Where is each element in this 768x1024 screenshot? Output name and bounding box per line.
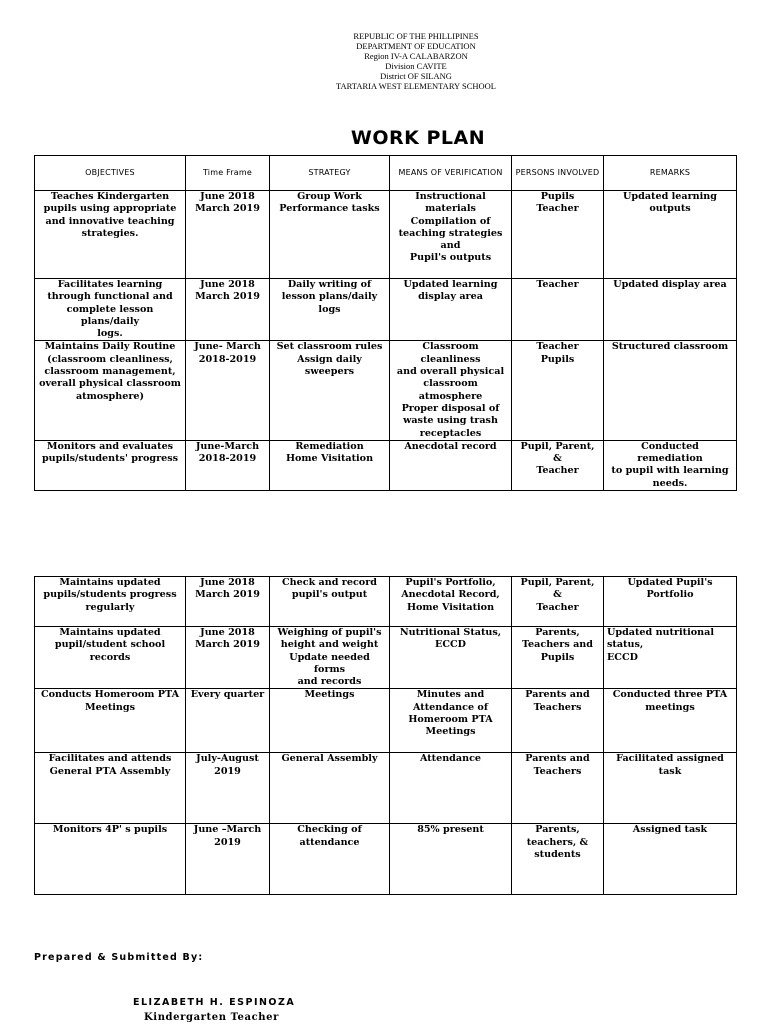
- column-header: Time Frame: [186, 156, 270, 191]
- table-row: [35, 824, 737, 895]
- header-school: TARTARIA WEST ELEMENTARY SCHOOL: [336, 81, 496, 91]
- cell-line: Teacher: [536, 465, 579, 477]
- cell-line: June 2018: [200, 279, 255, 290]
- cell-line: Parents,: [535, 627, 580, 638]
- cell-line: Home Visitation: [285, 453, 374, 465]
- cell-line: Teacher: [536, 203, 579, 215]
- persons-cell: [512, 341, 604, 440]
- cell-line: Parents,: [535, 824, 580, 836]
- timeframe-cell: [186, 440, 270, 490]
- cell-line: lesson plans/daily: [281, 291, 378, 303]
- cell-line: (classroom cleanliness,: [47, 353, 173, 365]
- column-header: STRATEGY: [270, 156, 390, 191]
- cell-line: Home Visitation: [406, 601, 495, 613]
- column-header: OBJECTIVES: [35, 156, 186, 191]
- header-division: Division CAVITE: [385, 61, 447, 71]
- work-plan-table-2: [34, 576, 737, 895]
- cell-line: Compilation of: [410, 215, 491, 227]
- cell-line: pupil's output: [291, 589, 368, 601]
- cell-line: Teacher: [536, 341, 579, 353]
- verification-cell: [390, 341, 512, 440]
- cell-line: General PTA Assembly: [49, 765, 171, 777]
- cell-line: Performance tasks: [279, 203, 380, 215]
- remarks-cell: [604, 753, 737, 824]
- signatory-position: Kindergarten Teacher: [144, 1012, 279, 1023]
- header-district: District OF SILANG: [380, 71, 452, 81]
- cell-line: records: [89, 651, 131, 663]
- verification-cell: [390, 753, 512, 824]
- signatory-name: ELIZABETH H. ESPINOZA: [133, 997, 296, 1008]
- cell-line: Proper disposal of: [401, 402, 500, 414]
- cell-line: July-August: [196, 753, 259, 765]
- strategy-cell: [270, 191, 390, 279]
- cell-line: June 2018: [200, 627, 255, 638]
- objective-cell: [35, 753, 186, 824]
- cell-line: Teacher: [536, 279, 579, 290]
- timeframe-cell: [186, 689, 270, 753]
- cell-line: Classroom cleanliness: [420, 341, 481, 365]
- cell-line: regularly: [85, 601, 135, 613]
- timeframe-cell: [186, 191, 270, 279]
- cell-line: pupils using appropriate: [43, 203, 177, 215]
- cell-line: Pupils: [540, 191, 575, 202]
- objective-cell: [35, 824, 186, 895]
- persons-cell: [512, 824, 604, 895]
- header-republic: REPUBLIC OF THE PHILLIPINES: [353, 31, 479, 41]
- remarks-cell: [604, 689, 737, 753]
- cell-line: Facilitates and attends: [48, 753, 172, 765]
- cell-line: Anecdotal record: [404, 440, 497, 452]
- table-row: [35, 627, 737, 689]
- remarks-cell: [604, 440, 737, 490]
- persons-cell: [512, 689, 604, 753]
- cell-line: pupils/students progress: [43, 589, 177, 601]
- cell-line: Teachers: [533, 765, 582, 777]
- timeframe-cell: [186, 753, 270, 824]
- cell-line: 2018-2019: [198, 353, 257, 365]
- cell-line: Daily writing of: [287, 279, 372, 290]
- cell-line: March 2019: [195, 589, 260, 601]
- objective-cell: [35, 279, 186, 341]
- cell-line: June- March: [194, 341, 261, 353]
- table-row: [35, 689, 737, 753]
- cell-line: Teacher: [536, 601, 579, 613]
- strategy-cell: [270, 279, 390, 341]
- timeframe-cell: [186, 824, 270, 895]
- table-row: [35, 440, 737, 490]
- cell-line: needs.: [652, 477, 688, 489]
- cell-line: Facilitated assigned: [616, 753, 724, 765]
- table-header-row: [35, 156, 737, 191]
- objective-cell: [35, 627, 186, 689]
- cell-line: atmosphere: [418, 390, 483, 402]
- cell-line: waste using trash: [403, 415, 498, 427]
- cell-line: Minutes and: [416, 689, 485, 701]
- cell-line: 2018-2019: [198, 453, 257, 465]
- cell-line: strategies.: [81, 227, 139, 239]
- cell-line: ECCD: [607, 651, 638, 663]
- strategy-cell: [270, 824, 390, 895]
- cell-line: Conducts Homeroom PTA: [40, 689, 180, 701]
- cell-line: 2019: [214, 765, 241, 777]
- cell-line: through functional and: [47, 291, 173, 303]
- cell-line: March 2019: [195, 291, 260, 303]
- objective-cell: [35, 440, 186, 490]
- cell-line: pupil/student school: [54, 639, 166, 651]
- cell-line: Monitors 4P' s pupils: [52, 824, 168, 836]
- persons-cell: [512, 577, 604, 627]
- cell-line: sweepers: [304, 366, 355, 378]
- cell-line: complete lesson plans/daily: [66, 303, 154, 327]
- cell-line: atmosphere): [75, 390, 145, 402]
- objective-cell: [35, 191, 186, 279]
- persons-cell: [512, 627, 604, 689]
- cell-line: Pupil's Portfolio,: [405, 577, 496, 588]
- cell-line: June –March: [193, 824, 262, 836]
- cell-line: Teaches Kindergarten: [50, 191, 170, 202]
- cell-line: Pupil's outputs: [409, 252, 492, 264]
- page-title: WORK PLAN: [350, 127, 486, 149]
- verification-cell: [390, 577, 512, 627]
- cell-line: task: [658, 765, 682, 777]
- cell-line: General Assembly: [281, 753, 378, 765]
- prepared-by-label: Prepared & Submitted By:: [34, 952, 204, 963]
- cell-line: Instructional: [415, 191, 486, 202]
- verification-cell: [390, 824, 512, 895]
- cell-line: Pupil, Parent, &: [520, 440, 595, 465]
- cell-line: logs: [318, 303, 341, 315]
- cell-line: Monitors and evaluates: [46, 440, 174, 452]
- table-row: [35, 753, 737, 824]
- column-header: PERSONS INVOLVED: [512, 156, 604, 191]
- header-department: DEPARTMENT OF EDUCATION: [356, 41, 476, 51]
- cell-line: attendance: [299, 836, 360, 848]
- cell-line: Maintains updated: [59, 577, 161, 588]
- table-body: [35, 191, 737, 491]
- cell-line: and records: [297, 676, 362, 688]
- cell-line: Weighing of pupil's: [277, 627, 382, 638]
- strategy-cell: [270, 577, 390, 627]
- cell-line: June 2018: [200, 577, 255, 588]
- verification-cell: [390, 689, 512, 753]
- cell-line: Attendance of: [413, 701, 488, 713]
- cell-line: June-March: [195, 440, 260, 452]
- cell-line: Pupils: [540, 651, 575, 663]
- cell-line: Conducted three PTA: [612, 689, 728, 701]
- cell-line: Pupil, Parent, &: [520, 577, 595, 601]
- cell-line: Meetings: [85, 701, 135, 713]
- cell-line: teachers, &: [526, 836, 589, 848]
- cell-line: Nutritional Status,: [399, 627, 502, 638]
- timeframe-cell: [186, 279, 270, 341]
- cell-line: Parents and: [525, 689, 590, 701]
- cell-line: Teachers and: [522, 639, 593, 651]
- cell-line: Set classroom rules: [276, 341, 383, 353]
- table-row: [35, 341, 737, 440]
- cell-line: Every quarter: [190, 689, 265, 701]
- verification-cell: [390, 191, 512, 279]
- cell-line: and innovative teaching: [45, 215, 175, 227]
- cell-line: and: [440, 240, 461, 252]
- cell-line: Teachers: [533, 701, 582, 713]
- persons-cell: [512, 753, 604, 824]
- cell-line: teaching strategies: [398, 227, 503, 239]
- column-header: REMARKS: [604, 156, 737, 191]
- cell-line: Anecdotal Record,: [401, 589, 500, 601]
- objective-cell: [35, 689, 186, 753]
- strategy-cell: [270, 753, 390, 824]
- cell-line: Remediation: [295, 440, 364, 452]
- table-row: [35, 577, 737, 627]
- cell-line: March 2019: [195, 639, 260, 651]
- work-plan-table-1: [34, 155, 737, 491]
- timeframe-cell: [186, 341, 270, 440]
- cell-line: Assign daily: [297, 353, 362, 365]
- cell-line: Conducted remediation: [637, 440, 703, 465]
- cell-line: 85% present: [417, 824, 484, 836]
- cell-line: Updated learning: [623, 191, 717, 202]
- cell-line: Portfolio: [646, 589, 694, 601]
- cell-line: status,: [607, 639, 644, 651]
- remarks-cell: [604, 279, 737, 341]
- document-header: [0, 31, 768, 91]
- cell-line: Checking of: [297, 824, 362, 836]
- persons-cell: [512, 279, 604, 341]
- cell-line: Updated display area: [613, 279, 727, 290]
- objective-cell: [35, 577, 186, 627]
- strategy-cell: [270, 341, 390, 440]
- cell-line: 2019: [214, 836, 241, 848]
- cell-line: June 2018: [200, 191, 255, 202]
- cell-line: height and weight: [280, 639, 379, 651]
- cell-line: students: [534, 849, 581, 861]
- cell-line: logs.: [97, 328, 123, 340]
- cell-line: display area: [418, 291, 483, 303]
- strategy-cell: [270, 627, 390, 689]
- cell-line: receptacles: [419, 427, 482, 439]
- cell-line: Structured classroom: [611, 341, 729, 353]
- cell-line: Assigned task: [632, 824, 708, 836]
- cell-line: and overall physical: [396, 366, 505, 378]
- objective-cell: [35, 341, 186, 440]
- cell-line: materials: [425, 203, 476, 215]
- cell-line: ECCD: [435, 639, 466, 651]
- cell-line: Meetings: [304, 689, 355, 701]
- cell-line: to pupil with learning: [611, 465, 729, 477]
- cell-line: Parents and: [525, 753, 590, 765]
- verification-cell: [390, 627, 512, 689]
- remarks-cell: [604, 824, 737, 895]
- verification-cell: [390, 440, 512, 490]
- verification-cell: [390, 279, 512, 341]
- cell-line: Check and record: [282, 577, 377, 588]
- cell-line: Updated learning: [403, 279, 498, 290]
- table-body: [35, 577, 737, 895]
- cell-line: pupils/students' progress: [41, 453, 179, 465]
- remarks-cell: [604, 577, 737, 627]
- cell-line: Maintains updated: [59, 627, 161, 638]
- timeframe-cell: [186, 577, 270, 627]
- cell-line: Pupils: [540, 353, 575, 365]
- column-header: MEANS OF VERIFICATION: [390, 156, 512, 191]
- cell-line: Attendance: [419, 753, 482, 765]
- cell-line: Maintains Daily Routine: [44, 341, 176, 353]
- cell-line: Updated nutritional: [607, 627, 714, 638]
- cell-line: Updated Pupil's: [627, 577, 713, 588]
- cell-line: meetings: [645, 701, 695, 713]
- table-row: [35, 191, 737, 279]
- header-region: Region IV-A CALABARZON: [364, 51, 468, 61]
- remarks-cell: [604, 341, 737, 440]
- remarks-cell: [604, 191, 737, 279]
- strategy-cell: [270, 440, 390, 490]
- table-row: [35, 279, 737, 341]
- remarks-cell: [604, 627, 737, 689]
- cell-line: Update needed forms: [289, 651, 370, 675]
- cell-line: Group Work: [297, 191, 362, 202]
- cell-line: classroom: [423, 378, 478, 390]
- cell-line: outputs: [649, 203, 691, 215]
- timeframe-cell: [186, 627, 270, 689]
- persons-cell: [512, 440, 604, 490]
- cell-line: Facilitates learning: [57, 279, 163, 290]
- cell-line: classroom management,: [44, 366, 176, 378]
- cell-line: March 2019: [195, 203, 260, 215]
- cell-line: overall physical classroom: [39, 378, 181, 390]
- persons-cell: [512, 191, 604, 279]
- strategy-cell: [270, 689, 390, 753]
- cell-line: Homeroom PTA: [408, 714, 493, 726]
- cell-line: Meetings: [425, 726, 476, 738]
